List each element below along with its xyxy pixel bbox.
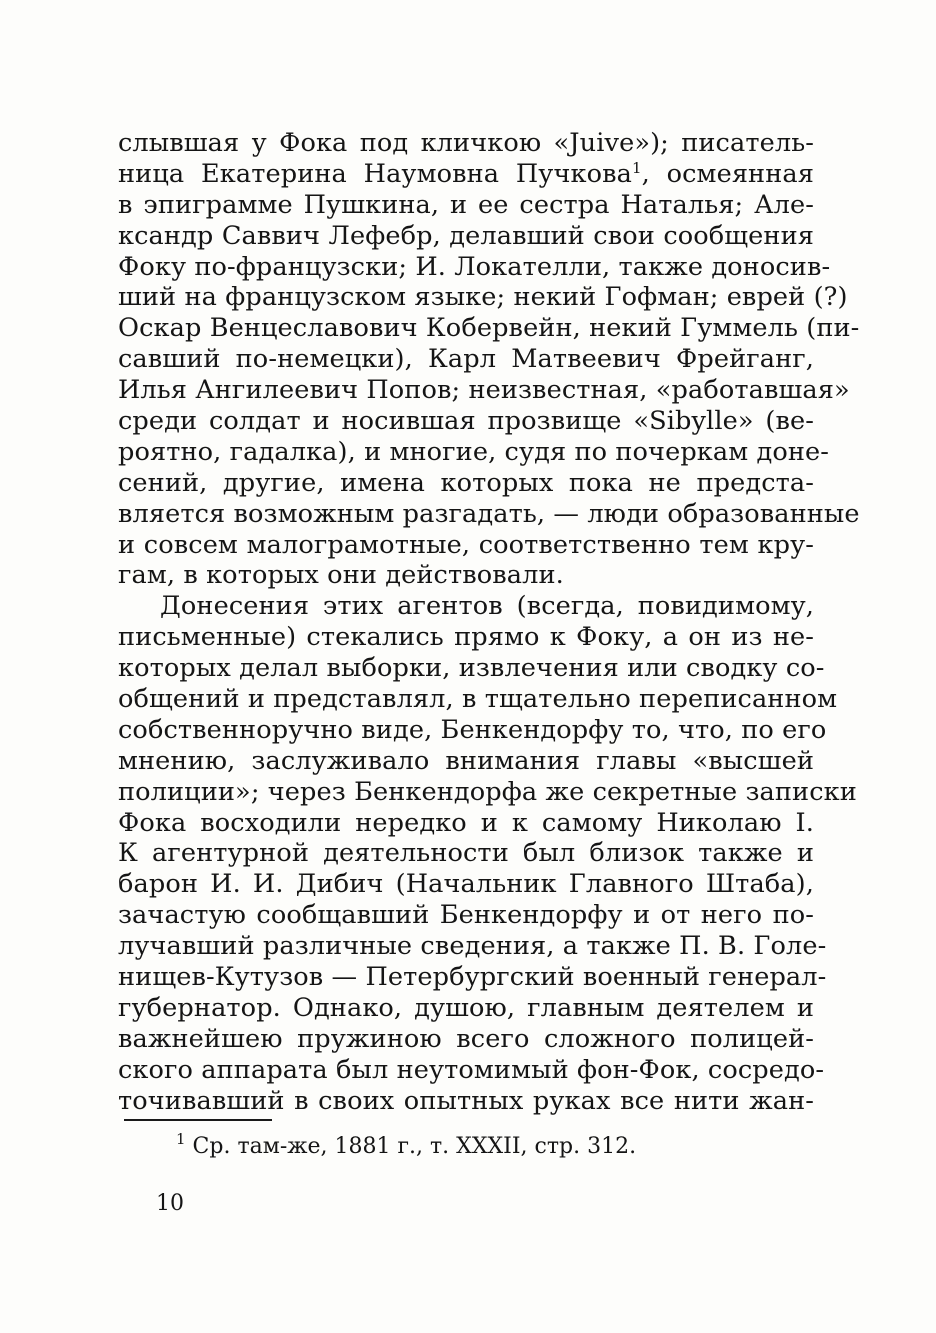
text-line: ского аппарата был неутомимый фон-Фок, сосредо- xyxy=(118,1054,825,1085)
footnote-reference: 1 xyxy=(631,158,642,177)
paragraph-start-line: Донесения этих агентов (всегда, повидимому, xyxy=(160,591,814,622)
text-line: гам, в которых они действовали. xyxy=(118,560,564,591)
text-line: мнению, заслуживало внимания главы «высшей xyxy=(118,745,814,776)
footnote-text: Ср. там-же, 1881 г., т. XXXII, стр. 312. xyxy=(185,1134,637,1159)
footnote xyxy=(176,1130,637,1161)
text-line: зачастую сообщавший Бенкендорфу и от него по- xyxy=(118,900,814,931)
text-line: савший по-немецки), Карл Матвеевич Фрейганг, xyxy=(118,344,814,375)
text-line: ксандр Саввич Лефебр, делавший свои сообщения xyxy=(118,220,814,251)
text-line: Илья Ангилеевич Попов; неизвестная, «работавшая» xyxy=(118,375,850,406)
text-line-end: , осмеянная xyxy=(641,158,814,189)
text-line: в эпиграмме Пушкина, и ее сестра Наталья; Але- xyxy=(118,189,814,220)
text-line: Фока восходили нередко и к самому Николаю I. xyxy=(118,807,814,838)
text-line: лучавший различные сведения, а также П. В. Голе- xyxy=(118,931,827,962)
text-line: точивавший в своих опытных руках все нити жан- xyxy=(118,1085,814,1116)
text-line: полиции»; через Бенкендорфа же секретные записки xyxy=(118,776,857,807)
text-line: которых делал выборки, извлечения или сводку со- xyxy=(118,653,825,684)
text-line: среди солдат и носившая прозвище «Sibylle» (ве- xyxy=(118,406,814,437)
text-line: важнейшею пружиною всего сложного полицей- xyxy=(118,1023,814,1054)
text-line-start: ница Екатерина Наумовна Пучкова xyxy=(118,158,632,189)
body-text xyxy=(118,128,860,1117)
text-line: К агентурной деятельности был близок также и xyxy=(118,838,814,869)
text-line: вляется возможным разгадать, — люди образованные xyxy=(118,498,860,529)
text-line: слывшая у Фока под кличкою «Juive»); писатель- xyxy=(118,128,814,158)
footnote-divider xyxy=(124,1119,272,1121)
footnote-mark: 1 xyxy=(176,1130,186,1148)
text-line: сений, другие, имена которых пока не предста- xyxy=(118,467,814,498)
text-line: и совсем малограмотные, соответственно тем кру- xyxy=(118,529,814,560)
text-line: ший на французском языке; некий Гофман; еврей (?) xyxy=(118,282,848,313)
text-line: губернатор. Однако, душою, главным деятелем и xyxy=(118,992,814,1023)
text-line: письменные) стекались прямо к Фоку, а он из не- xyxy=(118,622,814,653)
text-line: барон И. И. Дибич (Начальник Главного Штаба), xyxy=(118,869,814,900)
text-line: общений и представлял, в тщательно переписанном xyxy=(118,684,838,715)
text-line: Фоку по-французски; И. Локателли, также доносив- xyxy=(118,251,831,282)
page-number: 10 xyxy=(156,1191,184,1216)
text-line xyxy=(118,159,814,190)
text-line: роятно, гадалка), и многие, судя по почеркам доне- xyxy=(118,436,830,467)
text-line: собственноручно виде, Бенкендорфу то, что, по его xyxy=(118,714,827,745)
text-line: Оскар Венцеславович Кобервейн, некий Гуммель (пи- xyxy=(118,313,860,344)
text-line: нищев-Кутузов — Петербургский военный генерал- xyxy=(118,962,827,993)
